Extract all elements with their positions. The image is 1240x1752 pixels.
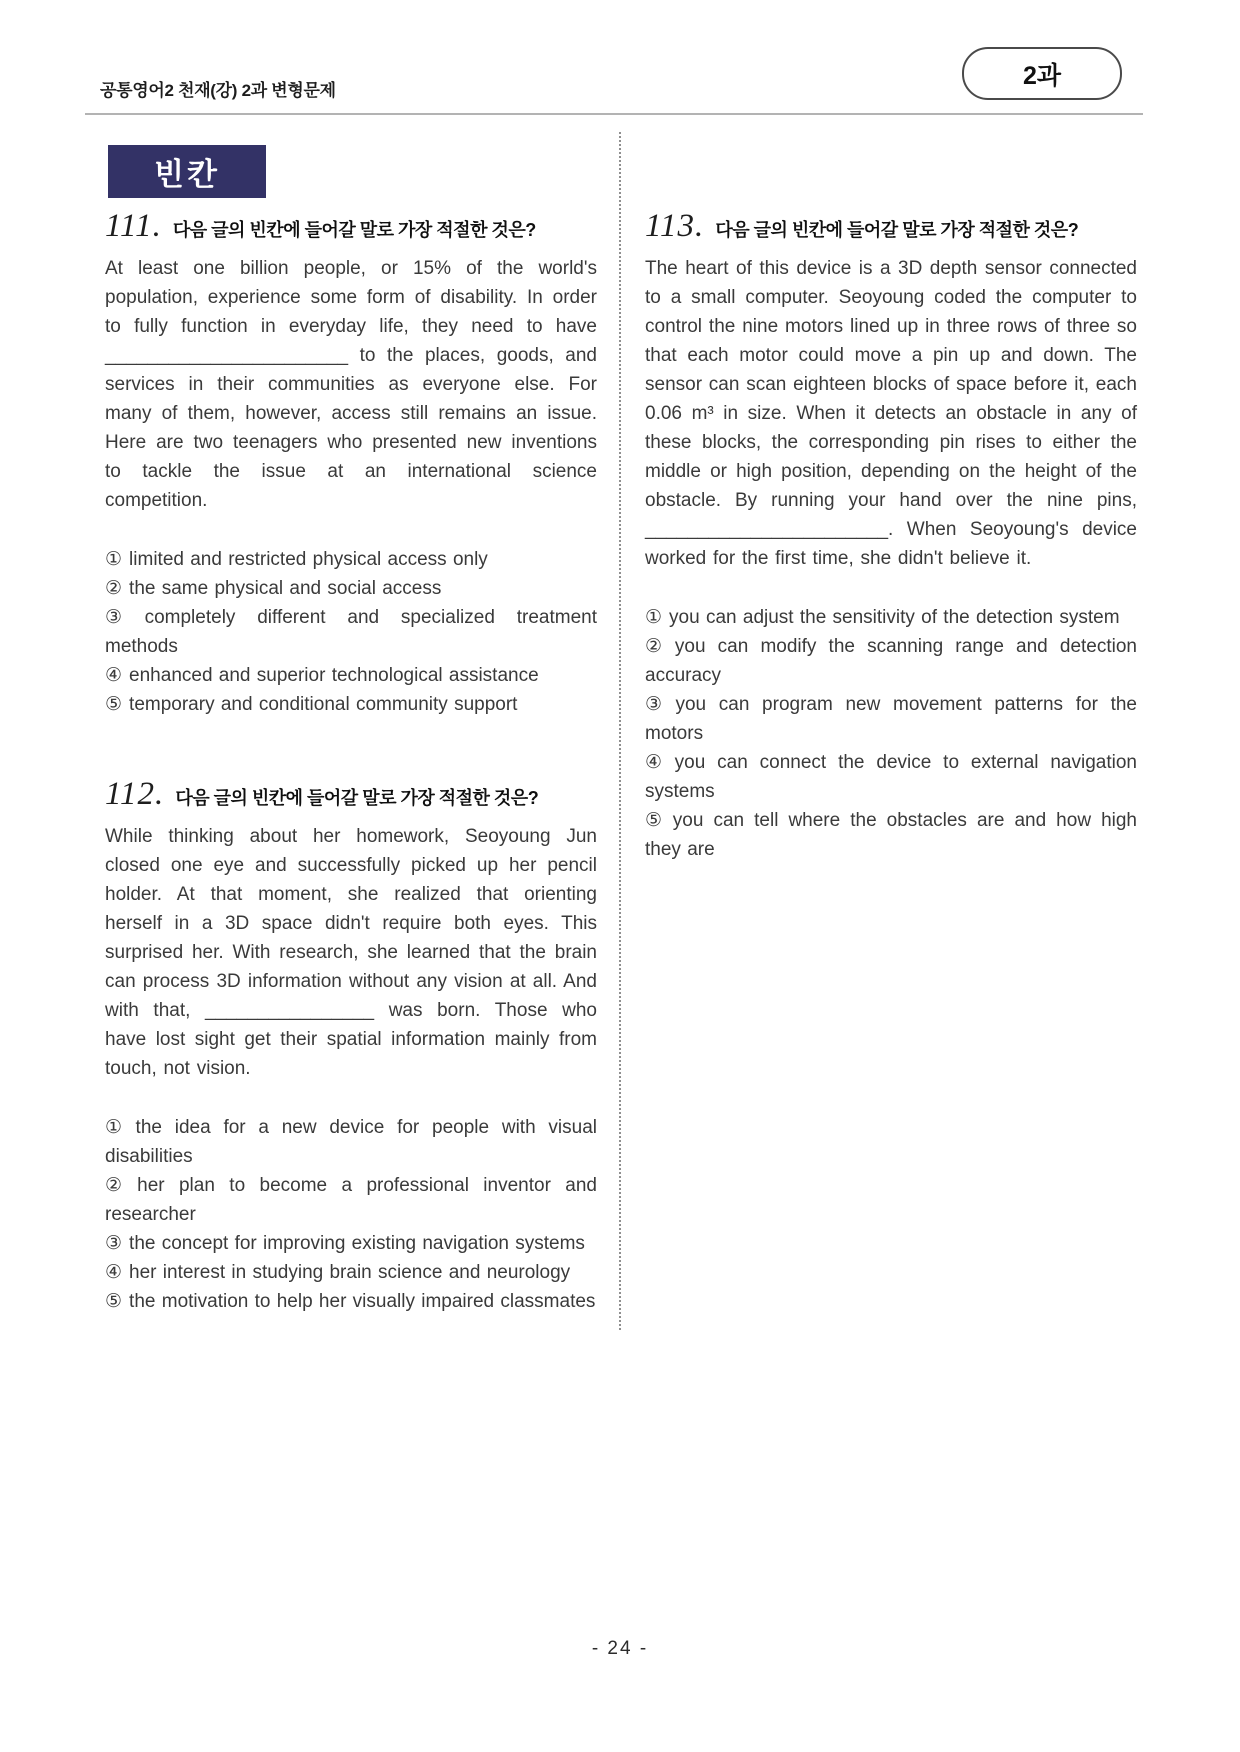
question-passage: The heart of this device is a 3D depth sensor connected to a small computer. Seoyoung coded the computer to control the nine motors lined up in three rows of three so that each motor could move a pin up and down. The sensor can scan eighteen blocks of space before it, each 0.06 m³ in size. When it detects an obstacle in any of these blocks, the corresponding pin rises to either the middle or high position, depending on the height of the obstacle. By running your hand over the nine pins, _______________________. When Seoyoung's device worked for the first time, she didn't believe it. [645,258,1137,569]
choice-number-icon: ① [105,549,123,570]
answer-choice [105,690,597,719]
choice-number-icon: ④ [105,665,123,686]
choice-number-icon: ③ [645,694,669,715]
choice-text: the idea for a new device for people with visual disabilities [105,1117,597,1167]
answer-choice [105,545,597,574]
question-number: 113. [645,208,705,244]
question-header [105,776,597,813]
choice-number-icon: ③ [105,607,138,628]
page-number: - 24 - [591,1638,649,1659]
document-title: 공통영어2 천재(강) 2과 변형문제 [100,81,336,100]
choice-text: you can modify the scanning range and detection accuracy [645,636,1137,686]
answer-choice [105,1258,597,1287]
choice-text: the motivation to help her visually impaired classmates [129,1291,596,1312]
choice-number-icon: ② [645,636,668,657]
answer-choice [105,574,597,603]
choice-number-icon: ② [105,1175,131,1196]
choice-text: enhanced and superior technological assistance [129,665,539,686]
choice-text: the concept for improving existing navigation systems [129,1233,585,1254]
choice-number-icon: ⑤ [105,1291,123,1312]
choice-list [645,603,1137,864]
chapter-badge-label: 2과 [1022,61,1062,90]
choice-text: you can program new movement patterns for the motors [645,694,1137,744]
choice-number-icon: ⑤ [645,810,666,831]
answer-choice [645,603,1137,632]
question-title: 다음 글의 빈칸에 들어갈 말로 가장 적절한 것은? [175,788,539,808]
question-header [105,208,597,245]
answer-choice [645,632,1137,690]
question-block [105,208,597,719]
choice-number-icon: ⑤ [105,694,123,715]
choice-text: her plan to become a professional inventor and researcher [105,1175,597,1225]
choice-number-icon: ② [105,578,123,599]
choice-number-icon: ③ [105,1233,123,1254]
choice-text: temporary and conditional community support [129,694,518,715]
question-block [105,776,597,1316]
choice-text: you can connect the device to external navigation systems [645,752,1137,802]
choice-number-icon: ① [645,607,663,628]
choice-text: the same physical and social access [129,578,442,599]
question-number: 112. [105,776,165,812]
answer-choice [105,1113,597,1171]
column-divider [619,132,621,1330]
answer-choice [105,1287,597,1316]
question-title: 다음 글의 빈칸에 들어갈 말로 가장 적절한 것은? [715,220,1079,240]
choice-list [105,1113,597,1316]
header-divider [85,113,1143,115]
answer-choice [105,603,597,661]
choice-text: her interest in studying brain science and neurology [129,1262,571,1283]
choice-text: limited and restricted physical access only [129,549,488,570]
question-number: 111. [105,208,162,244]
question-passage: At least one billion people, or 15% of the world's population, experience some form of disability. In order to fully function in everyday life, they need to have _______________________ to the places, goods, and services in their communities as everyone else. For many of them, however, access still remains an issue. Here are two teenagers who presented new inventions to tackle the issue at an international science competition. [105,258,597,511]
answer-choice [645,690,1137,748]
question-block [645,208,1137,864]
answer-choice [105,661,597,690]
choice-number-icon: ④ [105,1262,123,1283]
choice-number-icon: ④ [645,752,668,773]
answer-choice [645,806,1137,864]
choice-list [105,545,597,719]
chapter-badge [962,47,1122,100]
section-badge: 빈칸 [108,145,266,198]
answer-choice [105,1171,597,1229]
left-column [105,208,597,1373]
answer-choice [645,748,1137,806]
answer-choice [105,1229,597,1258]
choice-text: completely different and specialized treatment methods [105,607,597,657]
question-passage: While thinking about her homework, Seoyoung Jun closed one eye and successfully picked up her pencil holder. At that moment, she realized that orienting herself in a 3D space didn't require both eyes. This surprised her. With research, she learned that the brain can process 3D information without any vision at all. And with that, ________________ was born. Those who have lost sight get their spatial information mainly from touch, not vision. [105,826,597,1079]
choice-text: you can adjust the sensitivity of the detection system [669,607,1120,628]
right-column [645,208,1137,921]
choice-number-icon: ① [105,1117,129,1138]
question-title: 다음 글의 빈칸에 들어갈 말로 가장 적절한 것은? [172,220,536,240]
question-header [645,208,1137,245]
choice-text: you can tell where the obstacles are and how high they are [645,810,1137,860]
